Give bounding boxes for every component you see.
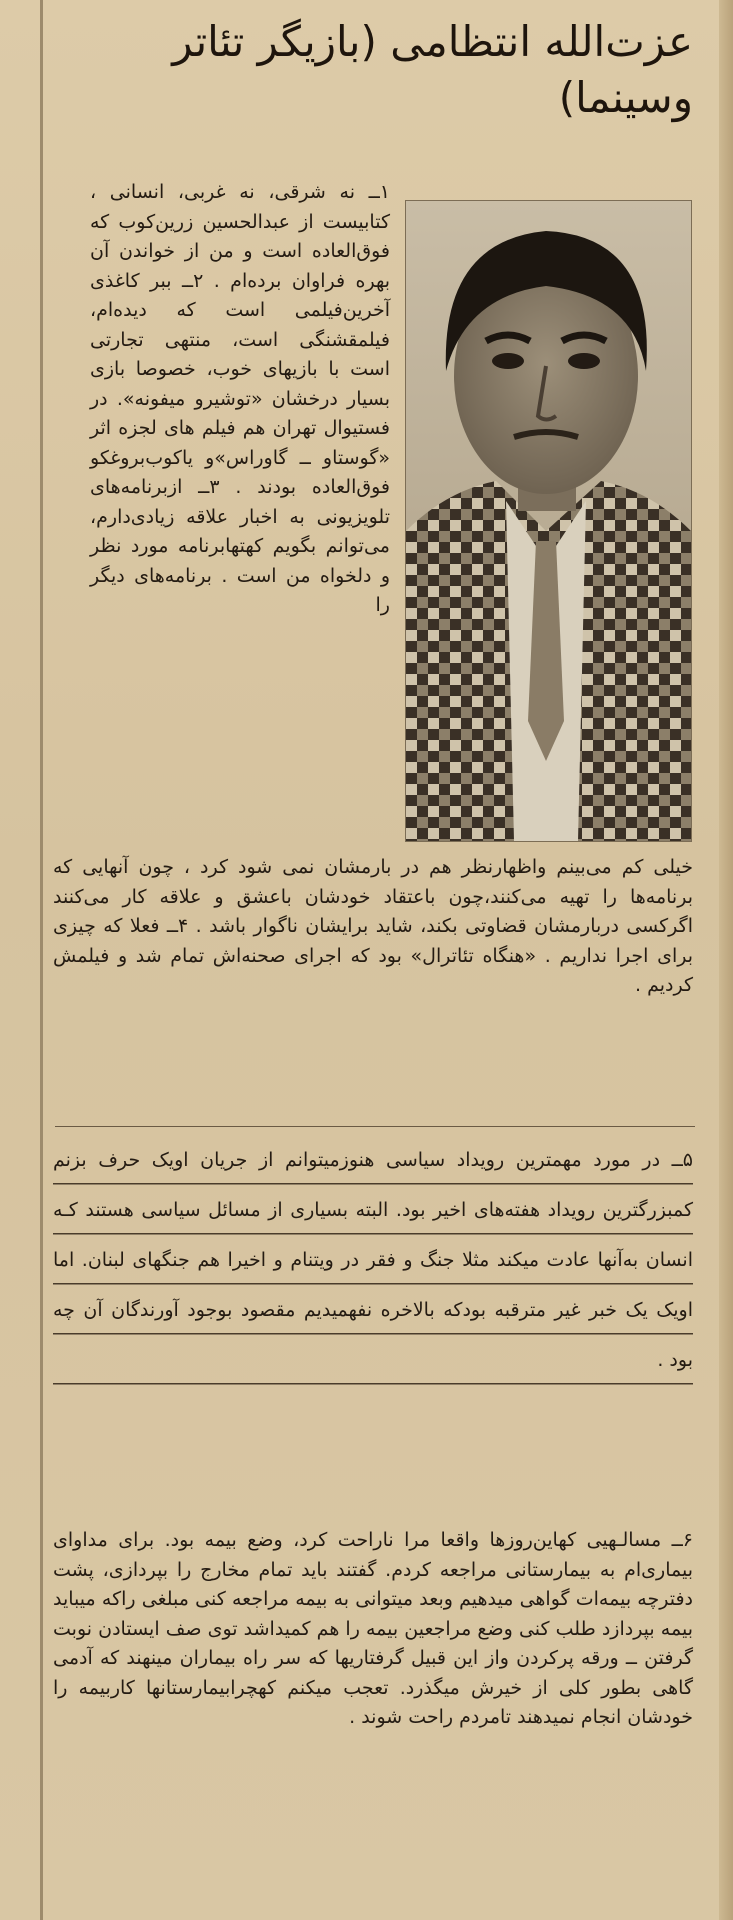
paragraph-answers-3-4: خیلی کم می‌بینم واظهارنظر هم در بارمشان نمی شود کرد ، چون آنهایی که برنامه‌ها را تهیه می‌کنند،چون باعتقاد خودشان باعشق و علاقه کار می‌کنند اگرکسی دربارمشان قضاوتی بکند، شاید برایشان ناگوار باشد . ۴ــ فعلا که چیزی برای اجرا نداریم . «هنگاه تئاترال» بود که اجرای صحنه‌اش تمام شد و فیلمش کردیم . xyxy=(53,856,693,996)
article-title: عزت‌الله انتظامی (بازیگر تئاتر وسینما) xyxy=(172,17,693,122)
portrait-photo xyxy=(405,200,692,842)
paragraph-answer-6: ۶ــ مسالـهیی کهاین‌روزها واقعا مرا ناراحت کرد، وضع بیمه بود. برای مداوای بیماری‌ام به بیمارستانی مراجعه کردم. گفتند باید تمام مخارج را بپردازی، پشت دفترچه بیمه‌ات گواهی میدهیم وبعد میتوانی به بیمه مراجعه کنی مبلغی راکه میباید بیمه بپردازد طلب کنی وضع مراجعین بیمه را هم کمیداشد توی صف ایستادن نوبت گرفتن ــ ورقه پرکردن واز این قبیل گرفتاریها که سر راه بیماران مینهند که آدمی گاهی بطور کلی از خیرش میگذرد. تعجب میکنم کهچرابیمارستانها کاربیمه را خودشان انجام نمیدهند تامردم راحت شوند . xyxy=(53,1529,693,1728)
column-rule-left xyxy=(40,0,43,1920)
paragraph-answers-1-3: ۱ــ نه شرقی، نه غربی، انسانی ، کتابیست از عبدالحسین زرین‌کوب که فوق‌العاده است و من از خواندن آن بهره فراوان برده‌ام . ۲ــ ببر کاغذی آخرین‌فیلمی است که دیده‌ام، فیلمقشنگی است، منتهی تجارتی است با بازیهای خوب، خصوصا بازی بسیار درخشان «توشیرو میفونه». در فستیوال تهران هم فیلم های لجزه اثر «گوستاو ــ گاوراس»و یاکوب‌بروغکو فوق‌العاده بودند . ۳ــ ازبرنامه‌های تلویزیونی به اخبار علاقه زیادی‌دارم، می‌توانم بگویم کهتهابرنامه مورد نظر و دلخواه من است . برنامه‌های دیگر را xyxy=(90,181,390,616)
section-divider xyxy=(55,1126,695,1127)
paragraph-answer-5: ۵ــ در مورد مهمترین رویداد سیاسی هنوزمیتوانم از جریان اویک حرف بزنم کمبزرگترین رویداد هفته‌های اخیر بود. البته بسیاری از مسائل سیاسی هستند کـه انسان به‌آنها عادت میکند مثلا جنگ و فقر در ویتنام و اخیرا هم جنگهای لبنان. اما اویک یک خبر غیر مترقبه بودکه بالاخره نفهمیدیم مقصود بوجود آورندگان آن چه بود . xyxy=(53,1135,693,1385)
page-edge-right xyxy=(719,0,733,1920)
